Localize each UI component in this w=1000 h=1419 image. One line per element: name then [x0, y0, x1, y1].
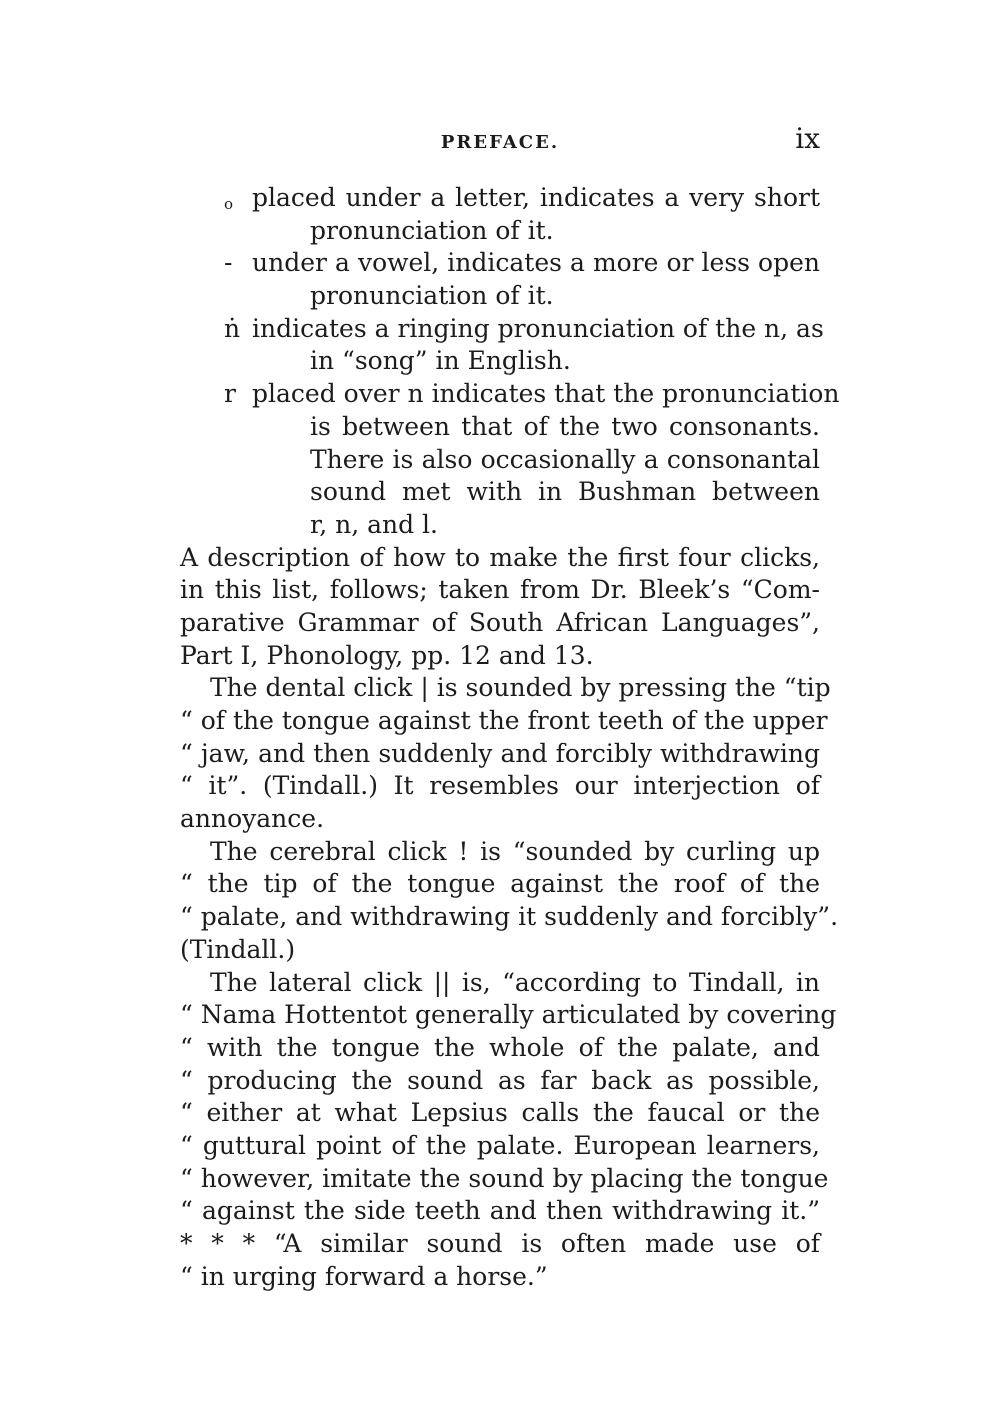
list-line-text: in “song” in English. — [310, 346, 571, 376]
paragraph-line: “ in urging forward a horse.” — [180, 1261, 548, 1291]
paragraph-line: “ it”. (Tindall.) It resembles our interjection of — [180, 771, 820, 801]
list-line — [180, 509, 820, 542]
paragraph-line: (Tindall.) — [180, 934, 296, 964]
paragraph-line: “ either at what Lepsius calls the faucal or the — [180, 1098, 820, 1128]
list-line — [180, 313, 824, 346]
list-line-text: is between that of the two consonants. — [310, 411, 820, 441]
paragraph-line: in this list, follows; taken from Dr. Bleek’s “Com- — [180, 575, 820, 605]
list-line — [180, 345, 820, 378]
paragraph-line: Part I, Phonology, pp. 12 and 13. — [180, 640, 594, 670]
page-body — [180, 182, 840, 1293]
list-line-text: placed under a letter, indicates a very short — [252, 183, 820, 212]
list-line — [180, 182, 820, 215]
list-line-text: placed over n indicates that the pronunciation — [252, 379, 840, 409]
paragraph-line: “ with the tongue the whole of the palate, and — [180, 1032, 820, 1062]
paragraph-line: parative Grammar of South African Languages”, — [180, 607, 820, 637]
list-line-text: indicates a ringing pronunciation of the n, as — [252, 313, 824, 343]
symbol-marker: r — [224, 379, 236, 409]
paragraph — [180, 836, 839, 967]
paragraph-line: “ Nama Hottentot generally articulated by covering — [180, 1000, 837, 1030]
symbol-marker: ṅ — [224, 313, 241, 343]
list-line — [180, 444, 820, 477]
paragraph-line: “ however, imitate the sound by placing the tongue — [180, 1163, 829, 1193]
list-line-text: pronunciation of it. — [310, 281, 554, 311]
symbol-marker: - — [224, 248, 233, 278]
list-line — [180, 280, 820, 313]
list-line-text: under a vowel, indicates a more or less open — [252, 248, 820, 278]
list-line-text: sound met with in Bushman between — [310, 477, 820, 507]
paragraph — [180, 967, 837, 1294]
paragraph-line: A description of how to make the first four clicks, — [180, 542, 820, 572]
list-line — [180, 215, 820, 248]
symbol-entry — [180, 378, 840, 541]
paragraph-line: The lateral click || is, “according to Tindall, in — [210, 967, 820, 997]
running-head-title: PREFACE. — [440, 132, 560, 153]
list-line — [180, 247, 820, 280]
list-line-text: pronunciation of it. — [310, 215, 554, 245]
symbol-marker: o — [224, 195, 234, 213]
page-number: ix — [795, 122, 820, 155]
paragraph-line: The cerebral click ! is “sounded by curling up — [210, 836, 820, 866]
paragraph-line: “ palate, and withdrawing it suddenly and forcibly”. — [180, 902, 839, 932]
paragraph-line: The dental click | is sounded by pressing the “tip — [210, 673, 831, 703]
paragraph — [180, 542, 820, 673]
symbol-list — [180, 182, 840, 542]
list-line — [180, 378, 840, 411]
paragraph-line: annoyance. — [180, 804, 325, 834]
list-line-text: There is also occasionally a consonantal — [310, 444, 820, 474]
symbol-entry — [180, 182, 820, 247]
paragraph-line: “ against the side teeth and then withdrawing it.” — [180, 1196, 820, 1226]
paragraph-line: “ producing the sound as far back as possible, — [180, 1065, 820, 1095]
list-line — [180, 411, 820, 444]
page-header — [180, 120, 820, 160]
paragraph-line: “ the tip of the tongue against the roof of the — [180, 869, 820, 899]
paragraph-line: “ of the tongue against the front teeth of the upper — [180, 706, 828, 735]
symbol-entry — [180, 313, 824, 378]
paragraph-line: “ jaw, and then suddenly and forcibly withdrawing — [180, 738, 820, 768]
list-line — [180, 476, 820, 509]
list-line-text: r, n, and l. — [310, 509, 438, 539]
paragraph — [180, 672, 831, 835]
paragraph-line: “ guttural point of the palate. European learners, — [180, 1130, 820, 1160]
symbol-entry — [180, 247, 820, 312]
paragraph-line: * * * “A similar sound is often made use of — [180, 1229, 820, 1258]
